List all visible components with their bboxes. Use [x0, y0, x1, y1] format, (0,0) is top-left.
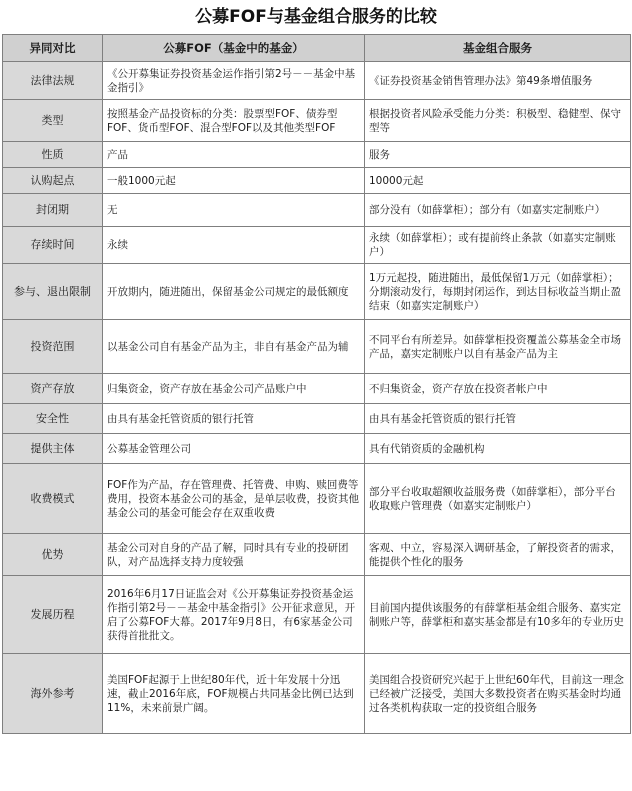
table-row — [3, 374, 631, 404]
fof-cell: 无 — [103, 194, 365, 227]
service-cell: 目前国内提供该服务的有薛掌柜基金组合服务、嘉实定制账户等，薛掌柜和嘉实基金都是有10多年的专业历史 — [365, 576, 631, 654]
row-label: 安全性 — [3, 404, 103, 434]
service-cell: 部分平台收取超额收益服务费（如薛掌柜），部分平台收取账户管理费（如嘉实定制账户） — [365, 464, 631, 534]
service-cell: 1万元起投，随进随出，最低保留1万元（如薛掌柜）；分期滚动发行，每期封闭运作，到达目标收益当期止盈结束（如嘉实定制账户） — [365, 264, 631, 320]
fof-cell: 一般1000元起 — [103, 168, 365, 194]
fof-cell: 美国FOF起源于上世纪80年代，近十年发展十分迅速，截止2016年底，FOF规模占共同基金比例已达到11%，未来前景广阔。 — [103, 654, 365, 734]
row-label: 类型 — [3, 100, 103, 142]
table-row — [3, 100, 631, 142]
fof-cell: 产品 — [103, 142, 365, 168]
row-label: 性质 — [3, 142, 103, 168]
service-cell: 永续（如薛掌柜）；或有提前终止条款（如嘉实定制账户） — [365, 227, 631, 264]
table-row — [3, 434, 631, 464]
row-label: 投资范围 — [3, 320, 103, 374]
table-header-row — [3, 35, 631, 62]
fof-cell: 归集资金，资产存放在基金公司产品账户中 — [103, 374, 365, 404]
table-row — [3, 576, 631, 654]
table-row — [3, 464, 631, 534]
service-cell: 10000元起 — [365, 168, 631, 194]
header-fof: 公募FOF（基金中的基金） — [103, 35, 365, 62]
fof-cell: 由具有基金托管资质的银行托管 — [103, 404, 365, 434]
fof-cell: 公募基金管理公司 — [103, 434, 365, 464]
fof-cell: 基金公司对自身的产品了解，同时具有专业的投研团队，对产品选择支持力度较强 — [103, 534, 365, 576]
row-label: 封闭期 — [3, 194, 103, 227]
row-label: 法律法规 — [3, 62, 103, 100]
row-label: 发展历程 — [3, 576, 103, 654]
row-label: 提供主体 — [3, 434, 103, 464]
fof-cell: 按照基金产品投资标的分类：股票型FOF、债券型FOF、货币型FOF、混合型FOF以及其他类型FOF — [103, 100, 365, 142]
table-row — [3, 404, 631, 434]
row-label: 参与、退出限制 — [3, 264, 103, 320]
comparison-table — [2, 34, 631, 734]
table-row — [3, 654, 631, 734]
row-label: 认购起点 — [3, 168, 103, 194]
service-cell: 美国组合投资研究兴起于上世纪60年代，目前这一理念已经被广泛接受，美国大多数投资者在购买基金时均通过各类机构获取一定的投资组合服务 — [365, 654, 631, 734]
table-row — [3, 534, 631, 576]
service-cell: 不归集资金，资产存放在投资者帐户中 — [365, 374, 631, 404]
header-comparison: 异同对比 — [3, 35, 103, 62]
fof-cell: 以基金公司自有基金产品为主，非自有基金产品为辅 — [103, 320, 365, 374]
service-cell: 客观、中立，容易深入调研基金，了解投资者的需求，能提供个性化的服务 — [365, 534, 631, 576]
fof-cell: 《公开募集证券投资基金运作指引第2号－－基金中基金指引》 — [103, 62, 365, 100]
row-label: 优势 — [3, 534, 103, 576]
service-cell: 由具有基金托管资质的银行托管 — [365, 404, 631, 434]
service-cell: 根据投资者风险承受能力分类：积极型、稳健型、保守型等 — [365, 100, 631, 142]
fof-cell: 开放期内，随进随出，保留基金公司规定的最低额度 — [103, 264, 365, 320]
service-cell: 《证券投资基金销售管理办法》第49条增值服务 — [365, 62, 631, 100]
service-cell: 不同平台有所差异。如薛掌柜投资覆盖公募基金全市场产品，嘉实定制账户以自有基金产品为主 — [365, 320, 631, 374]
table-row — [3, 142, 631, 168]
fof-cell: FOF作为产品，存在管理费、托管费、申购、赎回费等费用，投资本基金公司的基金，是单层收费，投资其他基金公司的基金可能会存在双重收费 — [103, 464, 365, 534]
page-title: 公募FOF与基金组合服务的比较 — [195, 7, 437, 27]
fof-cell: 永续 — [103, 227, 365, 264]
row-label: 存续时间 — [3, 227, 103, 264]
service-cell: 部分没有（如薛掌柜）；部分有（如嘉实定制账户） — [365, 194, 631, 227]
row-label: 海外参考 — [3, 654, 103, 734]
table-row — [3, 168, 631, 194]
service-cell: 具有代销资质的金融机构 — [365, 434, 631, 464]
fof-cell: 2016年6月17日证监会对《公开募集证券投资基金运作指引第2号－－基金中基金指引》公开征求意见，开启了公募FOF大幕。2017年9月8日，有6家基金公司获得首批批文。 — [103, 576, 365, 654]
table-row — [3, 194, 631, 227]
service-cell: 服务 — [365, 142, 631, 168]
header-portfolio-service: 基金组合服务 — [365, 35, 631, 62]
table-row — [3, 264, 631, 320]
row-label: 收费模式 — [3, 464, 103, 534]
table-row — [3, 227, 631, 264]
table-row — [3, 320, 631, 374]
row-label: 资产存放 — [3, 374, 103, 404]
table-row — [3, 62, 631, 100]
